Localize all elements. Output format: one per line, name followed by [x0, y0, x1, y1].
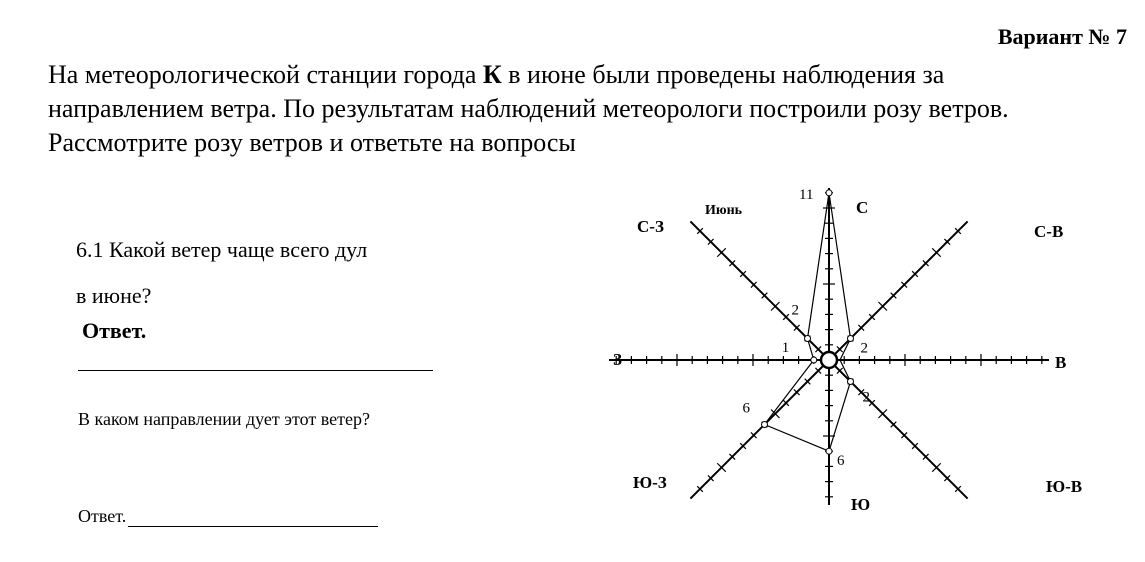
question-6-1: 6.1 Какой ветер чаще всего дул: [76, 237, 368, 262]
data-point: [826, 190, 832, 196]
data-point: [811, 357, 817, 363]
direction-label: С: [856, 198, 869, 217]
answer-label-2: Ответ.: [78, 506, 127, 526]
data-point: [847, 336, 853, 342]
direction-label: Ю: [851, 495, 871, 514]
data-point: [826, 448, 832, 454]
point-value-label: 6: [742, 400, 751, 417]
point-value-label: 2: [862, 389, 870, 406]
direction-label: С-З: [637, 217, 664, 236]
question-6-1-cont: в июне?: [76, 283, 152, 308]
point-value-label: 2: [860, 340, 868, 357]
data-point: [847, 378, 853, 384]
intro-text-1: На метеорологической станции города: [48, 60, 483, 89]
answer-label-1: Ответ.: [82, 318, 147, 343]
intro-text-2: в июне были проведены наблюдения за направлением ветра. По результатам наблюдений метеорологи построили розу ветров. Рассмотрите розу ветров и ответьте на вопросы: [48, 60, 1009, 157]
direction-label: С-В: [1034, 222, 1064, 241]
point-value-label: 11: [799, 186, 814, 203]
direction-label: В: [1055, 353, 1067, 372]
point-value-label: 6: [837, 453, 845, 470]
wind-rose-center: [821, 352, 837, 368]
axis-6: [690, 360, 829, 499]
direction-label: Ю-З: [633, 473, 667, 492]
direction-label: З: [613, 350, 622, 369]
direction-label: Ю-В: [1046, 477, 1083, 496]
point-value-label: 1: [781, 340, 790, 356]
wind-rose-labels: [613, 187, 1082, 514]
question-direction: В каком направлении дует этот ветер?: [78, 409, 370, 429]
wind-rose-axes: [609, 188, 1049, 505]
data-point: [805, 336, 811, 342]
point-value-label: 2: [791, 302, 800, 319]
city-name: К: [482, 60, 502, 89]
chart-title: Июнь: [705, 203, 743, 218]
data-point: [762, 421, 768, 427]
variant-number: Вариант № 7: [997, 24, 1127, 49]
